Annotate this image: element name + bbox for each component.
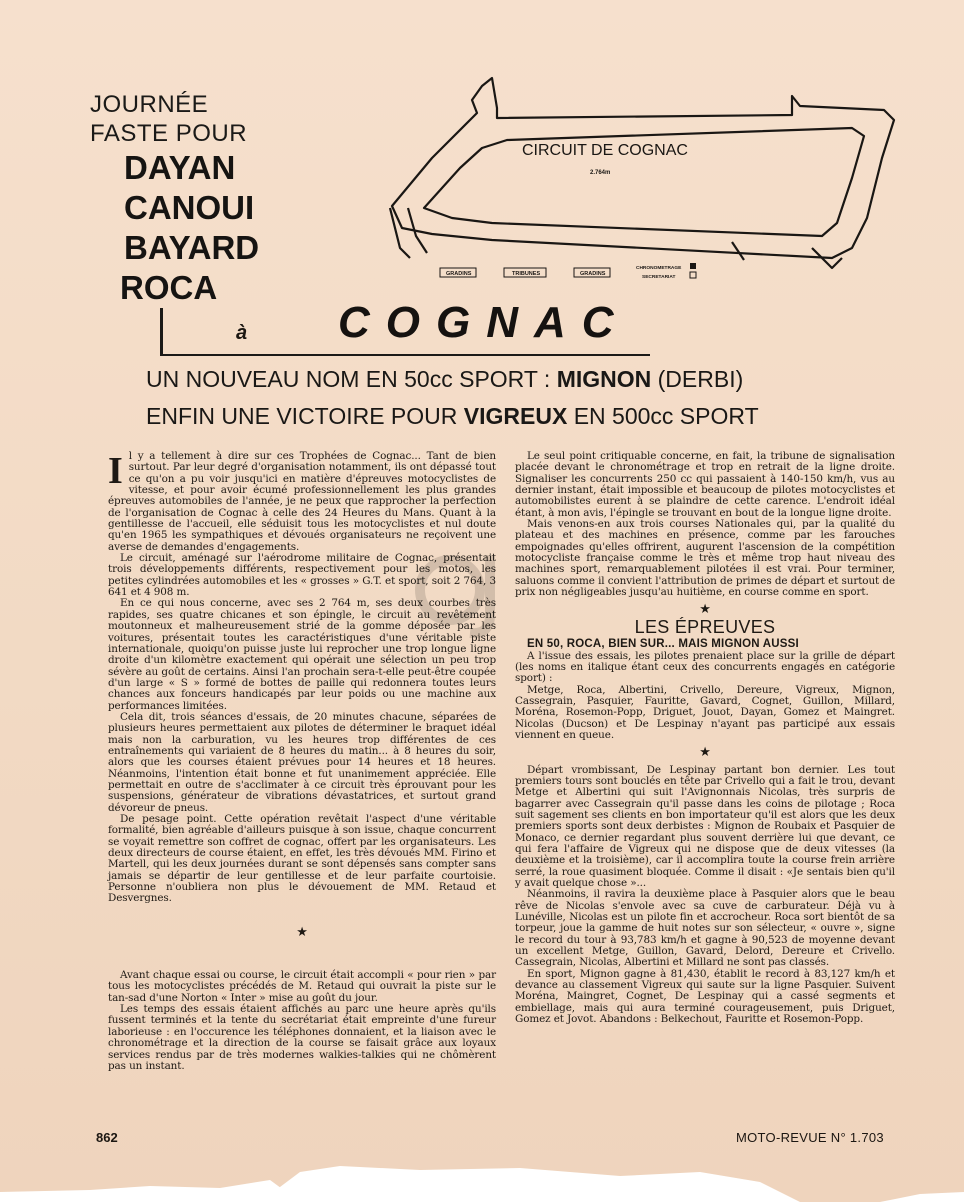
headline-name: DAYAN — [124, 149, 236, 186]
grandstand-label: TRIBUNES — [512, 271, 541, 277]
subhead-2-tail: EN 500cc SPORT — [567, 403, 759, 429]
article-column-right — [515, 451, 895, 1026]
headline-name: CANOUI — [124, 189, 255, 226]
legend-chrono: CHRONOMETRAGE — [636, 266, 682, 271]
article-paragraph: Les temps des essais étaient affichés au parc une heure après qu'ils fussent terminés et la tente du secrétariat était empreinte d'une fureur laborieuse : en l'occurence les téléphones donnaient, et la liaison avec le chronométrage et la direction de la course se faisait grâce aux loyaux services rendus par de très modernes walkies-talkies qui ne chômèrent pas un instant. — [108, 1003, 496, 1072]
headline-bracket — [160, 308, 163, 354]
subhead-1-tail: (DERBI) — [651, 366, 744, 392]
section-star: ★ — [296, 924, 308, 940]
headline-rule — [160, 354, 650, 356]
article-paragraph: Départ vrombissant, De Lespinay partant bon dernier. Les tout premiers tours sont bouclés en tête par Crivello qui a fait le trou, devant Metge et Albertini qui suit l'Avignonnais Nicolas, très surpris de bagarrer avec Cassegrain qu'il passe dans les coins de pilotage ; Roca suit sagement ses clients en bon importateur qu'il est alors que les deux premiers sports sont deux derbistes : Mignon de Roubaix et Pasquier de Monaco, ce dernier regardant plus souvent derrière lui que devant, ce qui fera l'affaire de Vigreux qui ne dispose que de deux vitesses (la deuxième et la troisième), car il accomplira toute la course frein arrière serré, la roue quasiment bloquée. Comme il disait : «Je sentais bien qu'il y avait quelque chose »... — [515, 763, 895, 890]
subhead-2-bold: VIGREUX — [463, 403, 568, 429]
section-title: LES ÉPREUVES — [634, 616, 776, 637]
paragraph-text: l y a tellement à dire sur ces Trophées de Cognac... Tant de bien surtout. Par leur degré d'organisation notamment, ils ont dépassé tout ce qu'on a pu voir jusqu'ici en matière d'épreuves motocyclistes de vitesse, et pour avoir écumé professionnellement les plus grandes épreuves automobiles de l'année, je ne peux que rapprocher la perfection de l'organisation de Cognac à celle des 24 Heures du Mans. Quant à la gentillesse de l'accueil, elle séduisit tous les motocyclistes et nul doute qu'en 1965 les sympathiques et dévoués organisateurs ne reçoivent une averse de demandes d'engagements. — [108, 450, 496, 553]
subhead-1-bold: MIGNON — [556, 366, 652, 392]
grandstand-label: GRADINS — [446, 271, 472, 277]
page-number: 862 — [96, 1130, 118, 1145]
article-paragraph: Mais venons-en aux trois courses Nationales qui, par la qualité du plateau et des machines en présence, comme par les farouches empoignades qu'elles offrirent, augurent l'ascension de la compétition motocycliste française comme le très et même trop haut niveau des machines sport, remarquablement pilotées il est vrai. Pour terminer, saluons comme il convient l'attribution de primes de départ et surtout de prix non négligeables jusqu'au huitième, en course comme en sport. — [515, 518, 895, 599]
track-outer — [392, 78, 894, 258]
subhead-2-text: ENFIN UNE VICTOIRE POUR — [146, 403, 464, 429]
section-subtitle: EN 50, ROCA, BIEN SUR... MAIS MIGNON AUSSI — [527, 638, 799, 651]
headline-kicker — [90, 90, 247, 148]
circuit-title: CIRCUIT DE COGNAC — [522, 142, 688, 159]
section-star: ★ — [699, 745, 711, 761]
kicker-line-1: JOURNÉE — [90, 91, 209, 118]
article-column-left — [108, 451, 496, 1072]
article-paragraph: De pesage point. Cette opération revêtait l'aspect d'une véritable formalité, bien agréable d'ailleurs puisque à son issue, chaque concurrent se voyait remettre son coffret de cognac, offert par les organisateurs. Les deux directeurs de course étaient, en effet, les très dévoués MM. Firino et Martell, qui les deux journées durant se sont dépensés sans compter sans jamais se départir de leur gentillesse et de leur parfaite courtoisie. Personne n'oubliera non plus le dévouement de MM. Retaud et Desvergnes. — [108, 813, 496, 905]
subhead-1-text: UN NOUVEAU NOM EN 50cc SPORT : — [146, 366, 557, 392]
subhead-2 — [146, 403, 866, 430]
circuit-length: 2.764m — [590, 170, 611, 176]
article-paragraph: A l'issue des essais, les pilotes prenaient place sur la grille de départ (les noms en italique étant ceux des concurrents engagés en catégorie sport) : — [515, 649, 895, 685]
article-paragraph: Metge, Roca, Albertini, Crivello, Dereure, Vigreux, Mignon, Cassegrain, Pasquier, Fauritte, Gavard, Cognet, Guillon, Millard, Moréna, Rosemon-Popp, Driguet, Jouot, Dayan, Gomez et Maingret. Nicolas (Ducson) et De Lespinay n'ayant pas participé aux essais viennent en queue. — [515, 683, 895, 741]
drop-cap: I — [108, 450, 123, 492]
grandstand-label: GRADINS — [580, 271, 606, 277]
section-star: ★ — [699, 602, 711, 618]
article-paragraph: Avant chaque essai ou course, le circuit était accompli « pour rien » par tous les motocyclistes précédés de M. Retaud qui ouvrait la piste sur le tan-sad d'une Norton « Inter » mise au goût du jour. — [108, 969, 496, 1004]
article-paragraph: Cela dit, trois séances d'essais, de 20 minutes chacune, séparées de plusieurs heures permettaient aux pilotes de déterminer le braquet idéal mais non la carburation, vu les heures trop différentes de ces entraînements qui variaient de 8 heures du matin... à 8 heures du soir, alors que les courses étaient prévues pour 14 heures et 18 heures. Néanmoins, l'intention était bonne et fut unanimement appréciée. Elle permettait en outre de s'acclimater à ce circuit très éprouvant pour les suspensions, générateur de vibrations dévastatrices, et surtout grand dévoreur de pneus. — [108, 710, 496, 814]
headline-name: ROCA — [120, 269, 218, 306]
article-paragraph: Le seul point critiquable concerne, en fait, la tribune de signalisation placée devant le chronométrage et trop en retrait de la ligne droite. Signaliser les concurrents 250 cc qui passaient à 140-150 km/h, vus au dernier instant, était impossible et beaucoup de pilotes motocyclistes et automobilistes eurent à se plaindre de cette carence. L'endroit idéal étant, à mon avis, l'épingle se trouvant en bout de la longue ligne droite. — [515, 450, 895, 519]
headline-a: à — [236, 322, 248, 344]
headline-names — [120, 148, 260, 308]
subhead-1 — [146, 366, 846, 393]
headline-place: COGNAC — [338, 298, 630, 347]
kicker-line-2: FASTE POUR — [90, 120, 248, 147]
circuit-map — [372, 58, 912, 298]
legend-secretariat: SECRETARIAT — [642, 275, 676, 280]
article-paragraph: En ce qui nous concerne, avec ses 2 764 m, ses deux courbes très rapides, ses quatre chicanes et son épingle, le circuit au revêtement moutonneux et malheureusement strié de la gomme déposée par les voitures, présentait toutes les caractéristiques d'une véritable piste internationale, quoiqu'on puisse juste lui reprocher une trop longue ligne droite d'un kilomètre exactement qui opérait une sélection un peu trop sévère au goût de certains. Ainsi l'an prochain sera-t-elle peut-être coupée d'un large « S » formé de bottes de paille qui redonnera toutes leurs chances aux fonceurs handicapés par leur poids ou une machine aux performances limitées. — [108, 597, 496, 712]
magazine-issue: MOTO-REVUE N° 1.703 — [736, 1130, 884, 1145]
article-paragraph: En sport, Mignon gagne à 81,430, établit le record à 83,127 km/h et devance au classement Vigreux qui saute sur la ligne Pasquier. Suivent Moréna, Maingret, Cognet, De Lespinay qui a cassé segments et embiellage, mais qui aura terminé courageusement, puis Driguet, Gomez et Jovot. Abandons : Belkechout, Fauritte et Rosemon-Popp. — [515, 967, 895, 1026]
torn-edge — [0, 1142, 964, 1202]
article-paragraph — [108, 451, 496, 553]
article-paragraph: Le circuit, aménagé sur l'aérodrome militaire de Cognac, présentait trois développements différents, respectivement pour les motos, les petites cylindrées automobiles et les « grosses » G.T. et sport, soit 2 764, 3 641 et 4 908 m. — [108, 552, 496, 599]
headline-name: BAYARD — [124, 229, 260, 266]
article-paragraph: Néanmoins, il ravira la deuxième place à Pasquier alors que le beau rêve de Nicolas s'envole avec sa cuve de carburateur. Déjà vu à Lunéville, Nicolas est un pilote fin et accrocheur. Roca sort bientôt de sa torpeur, joue la gamme de huit notes sur son sélecteur, « ouvre », signe le record du tour à 93,783 km/h et gagne à 90,523 de moyenne devant un excellent Metge, Guillon, Gavard, Delord, Dereure et Crivello. Cassegrain, Nicolas, Albertini et Millard ne sont pas classés. — [515, 888, 895, 969]
